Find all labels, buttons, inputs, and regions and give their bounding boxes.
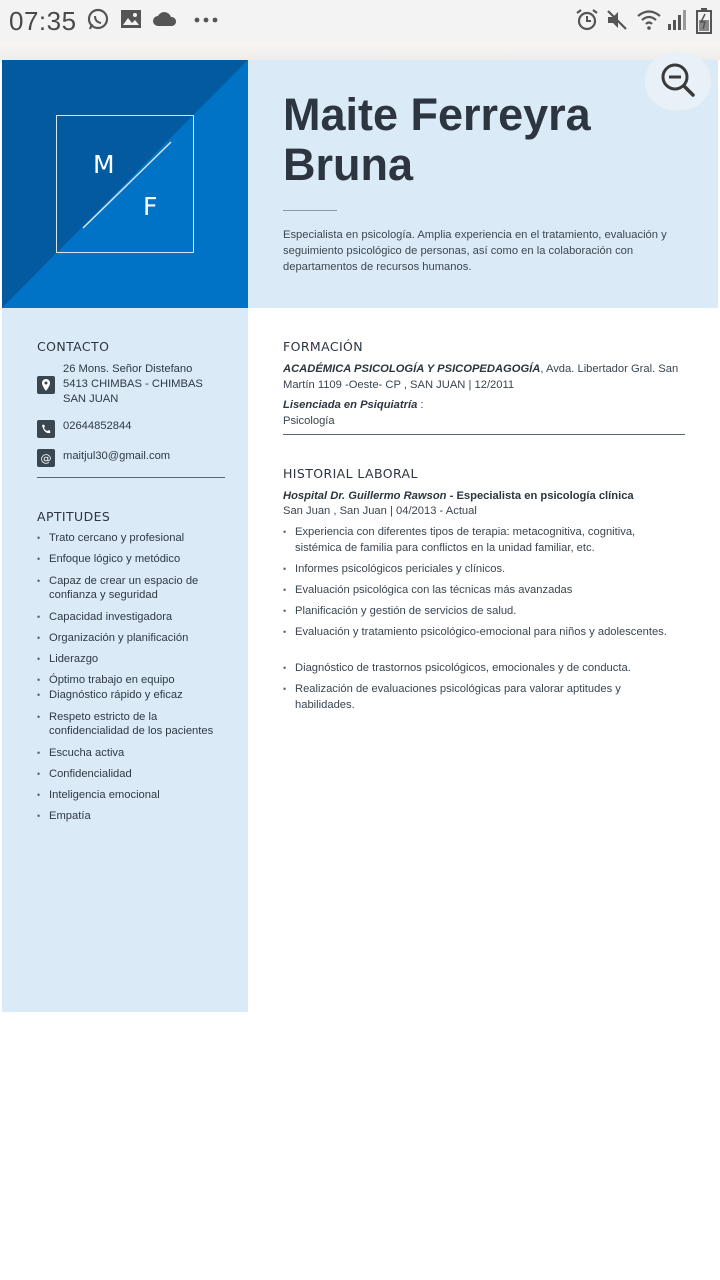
gallery-icon <box>120 8 142 35</box>
education-divider <box>283 434 685 435</box>
education-field: Psicología <box>283 415 335 427</box>
wifi-icon <box>636 8 662 37</box>
education-degree: Lisenciada en Psiquiatría <box>283 399 418 411</box>
address-line-2: 5413 CHIMBAS - CHIMBAS <box>63 378 203 390</box>
education-address-1: , Avda. Libertador Gral. San <box>540 363 679 375</box>
work-location-dates: San Juan , San Juan | 04/2013 - Actual <box>283 505 477 517</box>
candidate-name <box>283 90 703 190</box>
skill-item: • Enfoque lógico y metódico <box>37 552 239 566</box>
monogram-last-initial: F <box>143 192 158 221</box>
work-employer: Hospital Dr. Guillermo Rawson <box>283 490 447 502</box>
more-icon <box>193 10 219 35</box>
email-icon <box>37 449 55 467</box>
skill-item: • Inteligencia emocional <box>37 788 239 802</box>
signal-icon <box>667 8 689 37</box>
duty-item: • Evaluación psicológica con las técnicas más avanzadas <box>283 583 675 599</box>
monogram-panel <box>2 60 248 308</box>
contact-phone[interactable]: 02644852844 <box>63 420 132 432</box>
skill-item: • Trato cercano y profesional <box>37 531 239 545</box>
work-header <box>283 488 683 504</box>
alarm-icon <box>575 8 599 37</box>
work-position: - Especialista en psicología clínica <box>446 490 634 502</box>
education-degree-row <box>283 397 683 413</box>
duty-item: • Diagnóstico de trastornos psicológicos, emocionales y de conducta. <box>283 661 675 677</box>
contact-address <box>63 362 233 407</box>
duty-item: • Evaluación y tratamiento psicológico-emocional para niños y adolescentes. <box>283 625 675 641</box>
skill-item: • Respeto estricto de la confidencialidad de los pacientes <box>37 710 239 738</box>
phone-icon <box>37 420 55 438</box>
location-pin-icon <box>37 376 55 394</box>
monogram-box <box>56 115 194 253</box>
work-title: HISTORIAL LABORAL <box>283 466 418 481</box>
zoom-out-button[interactable] <box>645 52 711 110</box>
name-line-2: Bruna <box>283 139 414 190</box>
duty-item: • Planificación y gestión de servicios de salud. <box>283 604 675 620</box>
skill-item: • Capaz de crear un espacio de confianza y seguridad <box>37 574 239 602</box>
monogram-first-initial: M <box>93 150 115 179</box>
skill-item: • Óptimo trabajo en equipo <box>37 673 239 687</box>
viewer-top-edge <box>0 42 720 60</box>
zoom-out-icon <box>645 52 711 110</box>
duty-item: • Experiencia con diferentes tipos de terapia: metacognitiva, cognitiva, sistémica de familia para conflictos en la unidad familiar, etc. <box>283 525 675 556</box>
status-time: 07:35 <box>9 6 77 36</box>
education-degree-suffix: : <box>417 399 424 411</box>
education-address-2: Martín 1109 -Oeste- CP , SAN JUAN | 12/2011 <box>283 379 515 391</box>
duty-item: • Realización de evaluaciones psicológicas para valorar aptitudes y habilidades. <box>283 682 675 713</box>
skill-item: • Capacidad investigadora <box>37 610 239 624</box>
skill-item: • Empatía <box>37 809 239 823</box>
contact-divider <box>37 477 225 478</box>
mute-icon <box>605 8 629 37</box>
skill-item: • Confidencialidad <box>37 767 239 781</box>
monogram-divider <box>57 116 193 252</box>
resume-page <box>2 60 718 1280</box>
skill-item: • Liderazgo <box>37 652 239 666</box>
skill-item: • Diagnóstico rápido y eficaz <box>37 688 239 702</box>
education-title: FORMACIÓN <box>283 339 364 354</box>
whatsapp-icon <box>86 8 110 37</box>
education-institution: ACADÉMICA PSICOLOGÍA Y PSICOPEDAGOGÍA <box>283 363 541 375</box>
svg-text:@: @ <box>40 452 52 465</box>
address-line-1: 26 Mons. Señor Distefano <box>63 363 193 375</box>
skills-title: APTITUDES <box>37 509 111 524</box>
contact-email[interactable]: maitjul30@gmail.com <box>63 450 171 462</box>
education-entry <box>283 361 683 393</box>
professional-summary: Especialista en psicología. Amplia experiencia en el tratamiento, evaluación y seguimiento psicológico de personas, así como en la colaboración con departamentos de recursos humanos. <box>283 229 667 273</box>
duty-item: • Informes psicológicos periciales y clínicos. <box>283 562 675 578</box>
sidebar <box>2 308 248 1012</box>
name-divider <box>283 210 337 211</box>
skill-item: • Organización y planificación <box>37 631 239 645</box>
status-bar <box>0 0 720 42</box>
contact-title: CONTACTO <box>37 339 110 354</box>
battery-icon <box>696 8 712 39</box>
skill-item: • Escucha activa <box>37 746 239 760</box>
name-line-1: Maite Ferreyra <box>283 89 591 140</box>
address-line-3: SAN JUAN <box>63 393 119 405</box>
cloud-icon <box>152 10 178 33</box>
